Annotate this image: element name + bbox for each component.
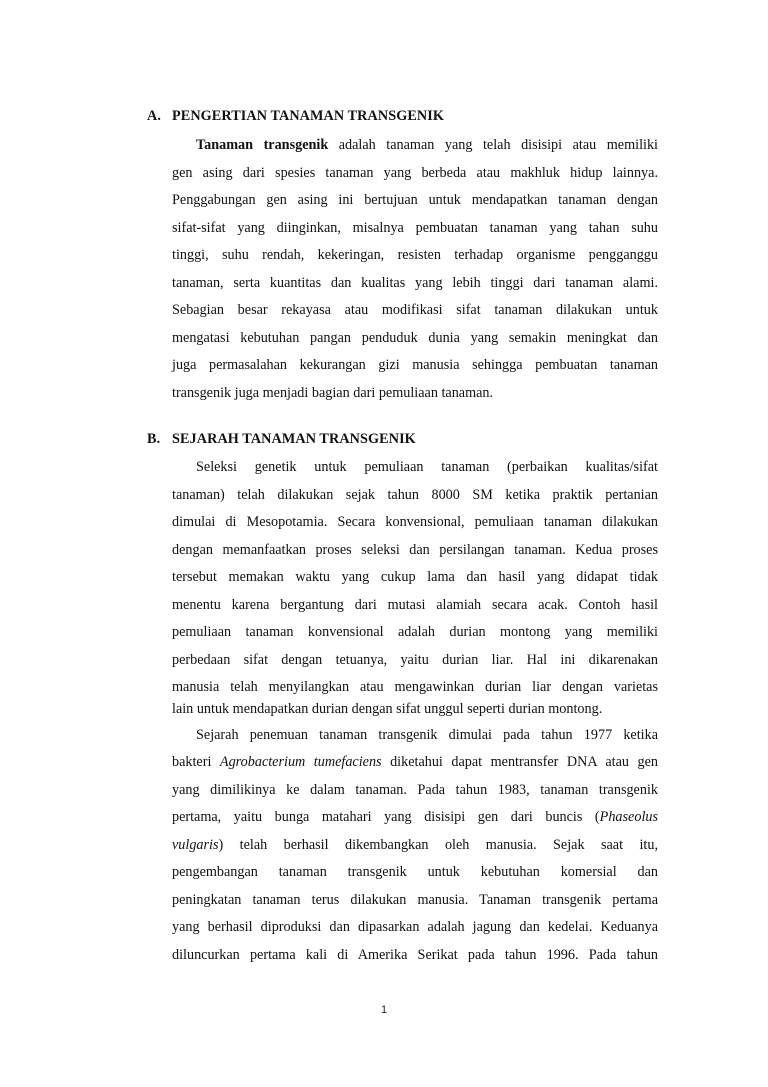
section-b-p1-line-2: tanaman) telah dilakukan sejak tahun 8000 SM ketika praktik pertanian — [172, 487, 658, 503]
section-b-p1-line-5: tersebut memakan waktu yang cukup lama dan hasil yang didapat tidak — [172, 569, 658, 585]
section-b-p1-line-7: pemuliaan tanaman konvensional adalah durian montong yang memiliki — [172, 624, 658, 640]
section-b-p2-line-7: peningkatan tanaman terus dilakukan manusia. Tanaman transgenik pertama — [172, 892, 658, 908]
section-b-p1-line-9: manusia telah menyilangkan atau mengawinkan durian liar dengan varietas — [172, 679, 658, 695]
section-a-line-4: sifat-sifat yang diinginkan, misalnya pembuatan tanaman yang tahan suhu — [172, 220, 658, 236]
section-b-p1-line-4: dengan memanfaatkan proses seleksi dan persilangan tanaman. Kedua proses — [172, 542, 658, 558]
section-a-title: PENGERTIAN TANAMAN TRANSGENIK — [172, 108, 444, 124]
section-a-line-3: Penggabungan gen asing ini bertujuan untuk mendapatkan tanaman dengan — [172, 192, 658, 208]
section-b-p2-line-4 — [172, 809, 658, 825]
section-b-p2-line-2 — [172, 754, 658, 770]
section-b-title: SEJARAH TANAMAN TRANSGENIK — [172, 431, 416, 447]
section-b-letter: B. — [147, 431, 161, 447]
section-b-p2-line-2-post: diketahui dapat mentransfer DNA atau gen — [381, 754, 658, 770]
section-b-p2-line-3: yang dimilikinya ke dalam tanaman. Pada tahun 1983, tanaman transgenik — [172, 782, 658, 798]
section-b-p2-line-9: diluncurkan pertama kali di Amerika Serikat pada tahun 1996. Pada tahun — [172, 947, 658, 963]
section-b-p1-line-1: Seleksi genetik untuk pemuliaan tanaman (perbaikan kualitas/sifat — [196, 459, 658, 475]
section-b-p1-line-8: perbedaan sifat dengan tetuanya, yaitu durian liar. Hal ini dikarenakan — [172, 652, 658, 668]
section-b-p1-line-10: lain untuk mendapatkan durian dengan sifat unggul seperti durian montong. — [172, 701, 603, 717]
section-b-heading — [147, 431, 416, 448]
section-a-line-5: tinggi, suhu rendah, kekeringan, resisten terhadap organisme pengganggu — [172, 247, 658, 263]
section-b-p2-line-8: yang berhasil diproduksi dan dipasarkan adalah jagung dan kedelai. Keduanya — [172, 919, 658, 935]
section-b-p1-line-3: dimulai di Mesopotamia. Secara konvensional, pemuliaan tanaman dilakukan — [172, 514, 658, 530]
section-a-line-8: mengatasi kebutuhan pangan penduduk dunia yang semakin meningkat dan — [172, 330, 658, 346]
species-vulgaris: vulgaris — [172, 837, 219, 853]
section-b-p2-line-6: pengembangan tanaman transgenik untuk kebutuhan komersial dan — [172, 864, 658, 880]
page-number: 1 — [380, 1004, 388, 1016]
section-a-letter: A. — [147, 108, 161, 124]
section-b-p2-line-5 — [172, 837, 658, 853]
species-phaseolus: Phaseolus — [599, 809, 658, 825]
section-a-line-9: juga permasalahan kekurangan gizi manusia sehingga pembuatan tanaman — [172, 357, 658, 373]
section-b-p2-line-1: Sejarah penemuan tanaman transgenik dimulai pada tahun 1977 ketika — [196, 727, 658, 743]
section-a-line-7: Sebagian besar rekayasa atau modifikasi sifat tanaman dilakukan untuk — [172, 302, 658, 318]
section-a-line-1-text: adalah tanaman yang telah disisipi atau memiliki — [328, 137, 658, 153]
section-a-line-1 — [196, 137, 658, 153]
section-b-p2-line-5-post: ) telah berhasil dikembangkan oleh manusia. Sejak saat itu, — [218, 837, 658, 853]
section-b-p2-line-2-pre: bakteri — [172, 754, 220, 770]
species-agrobacterium: Agrobacterium tumefaciens — [219, 754, 382, 770]
section-b-p1-line-6: menentu karena bergantung dari mutasi alamiah secara acak. Contoh hasil — [172, 597, 658, 613]
section-b-p2-line-4-pre: pertama, yaitu bunga matahari yang disisipi gen dari buncis ( — [172, 809, 600, 825]
section-a-line-2: gen asing dari spesies tanaman yang berbeda atau makhluk hidup lainnya. — [172, 165, 658, 181]
section-a-line-10: transgenik juga menjadi bagian dari pemuliaan tanaman. — [172, 385, 494, 401]
term-bold: Tanaman transgenik — [196, 137, 329, 153]
section-a-heading — [147, 108, 444, 125]
section-a-line-6: tanaman, serta kuantitas dan kualitas yang lebih tinggi dari tanaman alami. — [172, 275, 658, 291]
